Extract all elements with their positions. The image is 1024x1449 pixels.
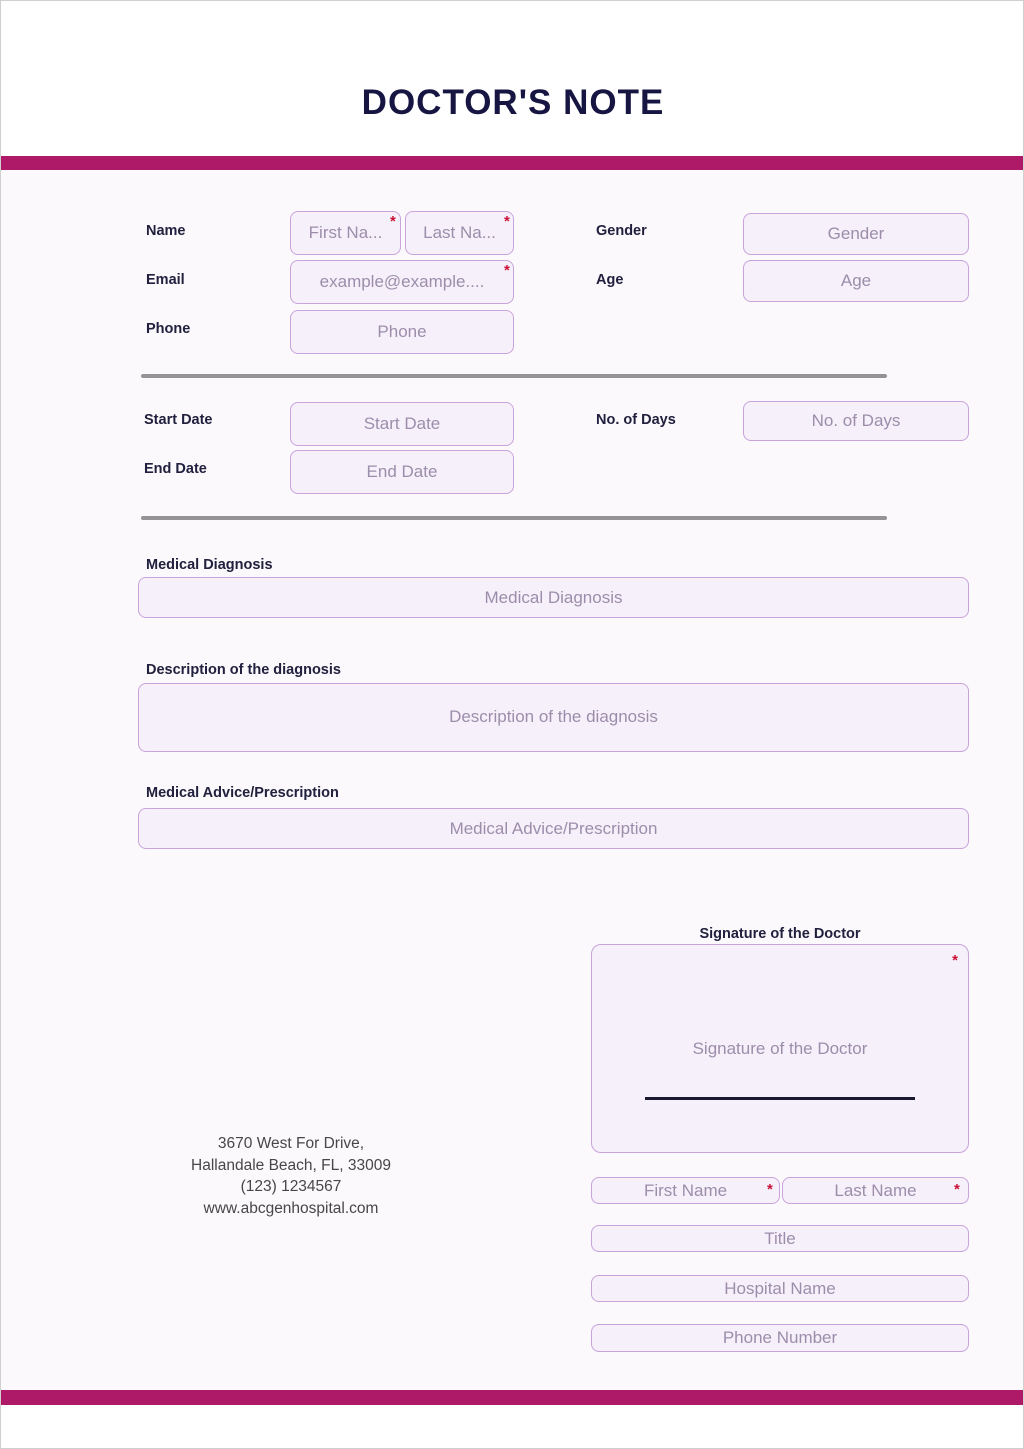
start-date-label: Start Date [144,412,213,428]
required-asterisk: * [767,1181,773,1198]
doctor-first-name-input[interactable] [591,1177,780,1204]
doctor-phone-input[interactable] [591,1324,969,1352]
age-input[interactable] [743,260,969,302]
required-asterisk: * [504,262,510,279]
no-of-days-input[interactable] [743,401,969,441]
medical-diagnosis-label: Medical Diagnosis [146,557,273,573]
gender-label: Gender [596,223,647,239]
address-website: www.abcgenhospital.com [203,1199,379,1217]
bottom-accent-bar [1,1390,1024,1405]
no-of-days-label: No. of Days [596,412,676,428]
first-name-input[interactable] [290,211,401,255]
diagnosis-description-label: Description of the diagnosis [146,662,341,678]
page-title: DOCTOR'S NOTE [361,83,665,122]
email-label: Email [146,272,185,288]
signature-pad[interactable] [591,944,969,1153]
required-asterisk: * [390,213,396,230]
medical-diagnosis-input[interactable] [138,577,969,618]
required-asterisk: * [952,952,958,969]
top-accent-bar [1,156,1024,170]
address-phone: (123) 1234567 [240,1178,342,1195]
section-divider [141,374,887,378]
doctor-last-name-input[interactable] [782,1177,969,1204]
signature-placeholder: Signature of the Doctor [692,1038,868,1058]
required-asterisk: * [954,1181,960,1198]
gender-input[interactable] [743,213,969,255]
address-line-2: Hallandale Beach, FL, 33009 [191,1156,391,1174]
start-date-input[interactable] [290,402,514,446]
email-input[interactable] [290,260,514,304]
doctor-title-input[interactable] [591,1225,969,1252]
signature-label: Signature of the Doctor [699,926,861,942]
phone-label: Phone [146,321,191,337]
end-date-label: End Date [144,461,207,477]
medical-advice-label: Medical Advice/Prescription [146,785,339,801]
end-date-input[interactable] [290,450,514,494]
address-line-1: 3670 West For Drive, [217,1135,365,1152]
hospital-name-input[interactable] [591,1275,969,1302]
required-asterisk: * [504,213,510,230]
section-divider [141,516,887,520]
medical-advice-input[interactable] [138,808,969,849]
hospital-address [119,1133,463,1219]
signature-line [645,1097,915,1100]
name-label: Name [146,223,186,239]
last-name-input[interactable] [405,211,514,255]
diagnosis-description-textarea[interactable] [138,683,969,752]
phone-input[interactable] [290,310,514,354]
age-label: Age [596,272,624,288]
